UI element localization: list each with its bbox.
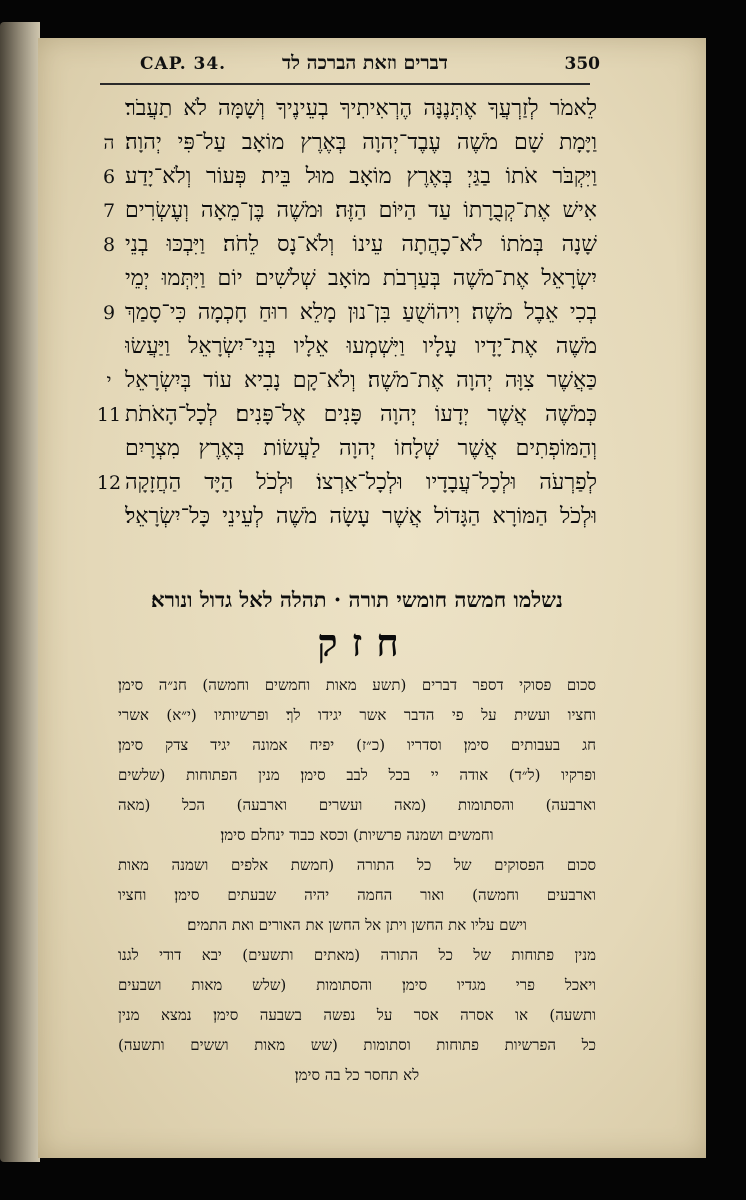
verse-line: וַיִּקְבֹּר אֹתוֹ בַגַּיְ בְּאֶרֶץ מוֹאָב מוּל בֵּית פְּעוֹר וְלֹא־יָדַע [125, 164, 597, 189]
verse-number: 11 [96, 404, 122, 426]
header-rule [100, 83, 590, 85]
chapter-label: CAP. 34. [140, 54, 227, 74]
verse-number: 7 [102, 200, 116, 222]
masorah-line: וחמשים ושמנה פרשיות) וכסא כבוד ינחלם סימן׃ [220, 826, 494, 844]
verse-line: אִישׁ אֶת־קְבֻרָתוֹ עַד הַיּוֹם הַזֶּה׃ וּמֹשֶׁה בֶּן־מֵאָה וְעֶשְׂרִים [125, 198, 597, 223]
verse-number: 8 [102, 234, 116, 256]
running-header [140, 52, 600, 82]
masorah-line: ויאכל פרי מגדיו סימן׃ והסתומות (שלש מאות ושבעים [118, 976, 596, 994]
verse-line: כְּמֹשֶׁה אֲשֶׁר יְדָעוֹ יְהוָה פָּנִים אֶל־פָּנִים׃ לְכָל־הָאֹתֹת [125, 402, 597, 427]
masorah-line: סכום הפסוקים של כל התורה (חמשת אלפים ושמנה מאות [118, 856, 596, 874]
verse-line: שָׁנָה בְּמֹתוֹ לֹא־כָהֲתָה עֵינוֹ וְלֹא־נָס לֵחֹה׃ וַיִּבְכּוּ בְנֵי [125, 232, 597, 257]
masorah-line: וחציו ועשית על פי הדבר אשר יגידו לך׃ ופרשיותיו (י״א) אשרי [118, 706, 596, 724]
verse-number: 12 [96, 472, 122, 494]
masorah-line: וישם עליו את החשן ויתן אל החשן את האורים ואת התמים׃ [187, 916, 527, 934]
masorah-line: מנין פתוחות של כל התורה (מאתים ותשעים) יבא דודי לגנו [118, 946, 596, 964]
verse-number: ה [103, 132, 115, 154]
chazak-heading: חזק [317, 620, 413, 665]
verse-line: כַּאֲשֶׁר צִוָּה יְהוָה אֶת־מֹשֶׁה׃ וְלֹא־קָם נָבִיא עוֹד בְּיִשְׂרָאֵל [125, 368, 597, 393]
masorah-line: כל הפרשיות פתוחות וסתומות (שש מאות וששים ותשעה) [118, 1036, 596, 1054]
verse-line: וּלְכֹל הַמּוֹרָא הַגָּדוֹל אֲשֶׁר עָשָׂה מֹשֶׁה לְעֵינֵי כָּל־יִשְׂרָאֵל׃ [125, 504, 597, 529]
masorah-line: וארבעים וחמשה) ואור החמה יהיה שבעתים סימן׃ וחציו [118, 886, 596, 904]
running-title: דברים וזאת הברכה לד [282, 52, 448, 74]
verse-number: 6 [102, 166, 116, 188]
verse-line: וְהַמּוֹפְתִים אֲשֶׁר שְׁלָחוֹ יְהוָה לַעֲשׂוֹת בְּאֶרֶץ מִצְרָיִם [125, 436, 597, 461]
masorah-line: לא תחסר כל בה סימן׃ [294, 1066, 420, 1084]
masorah-line: וארבעה) והסתומות (מאה ועשרים וארבעה) הכל (מאה [118, 796, 596, 814]
masorah-line: ותשעה) או אסרה אסר על נפשה בשבעה סימן׃ נמצא מנין [118, 1006, 596, 1024]
verse-number: 9 [102, 302, 116, 324]
verse-line: לְפַרְעֹה וּלְכָל־עֲבָדָיו וּלְכָל־אַרְצוֹ׃ וּלְכֹל הַיָּד הַחֲזָקָה [125, 470, 597, 495]
masorah-line: ופרקיו (ל״ד) אודה יי בכל לבב סימן׃ מנין הפתוחות (שלשים [118, 766, 596, 784]
book-spine-edge [0, 22, 40, 1162]
verse-line: מֹשֶׁה אֶת־יָדָיו עָלָיו וַיִּשְׁמְעוּ אֵלָיו בְּנֵי־יִשְׂרָאֵל וַיַּעֲשׂוּ [125, 334, 597, 359]
masorah-line: סכום פסוקי דספר דברים (תשע מאות וחמשים וחמשה) חנ״ה סימן׃ [118, 676, 596, 694]
verse-number: י [106, 370, 112, 392]
verse-line: יִשְׂרָאֵל אֶת־מֹשֶׁה בְּעַרְבֹת מוֹאָב שְׁלֹשִׁים יוֹם וַיִּתְּמוּ יְמֵי [125, 266, 597, 291]
torah-completion-line: נשלמו חמשה חומשי תורה · תהלה לאל גדול ונורא׃ [151, 587, 563, 612]
verse-line: לֵאמֹר לְזַרְעֲךָ אֶתְּנֶנָּה הֶרְאִיתִיךָ בְעֵינֶיךָ וְשָׁמָּה לֹא תַעֲבֹר׃ [125, 96, 597, 121]
page-number: 350 [564, 54, 600, 74]
verse-line: בְכִי אֵבֶל מֹשֶׁה׃ וִיהוֹשֻׁעַ בִּן־נוּן מָלֵא רוּחַ חָכְמָה כִּי־סָמַךְ [125, 300, 597, 325]
masorah-line: חג בעבותים סימן׃ וסדריו (כ״ז) יפיח אמונה יגיד צדק סימן׃ [118, 736, 596, 754]
verse-line: וַיָּמָת שָׁם מֹשֶׁה עֶבֶד־יְהוָה בְּאֶרֶץ מוֹאָב עַל־פִּי יְהוָה׃ [125, 130, 597, 155]
